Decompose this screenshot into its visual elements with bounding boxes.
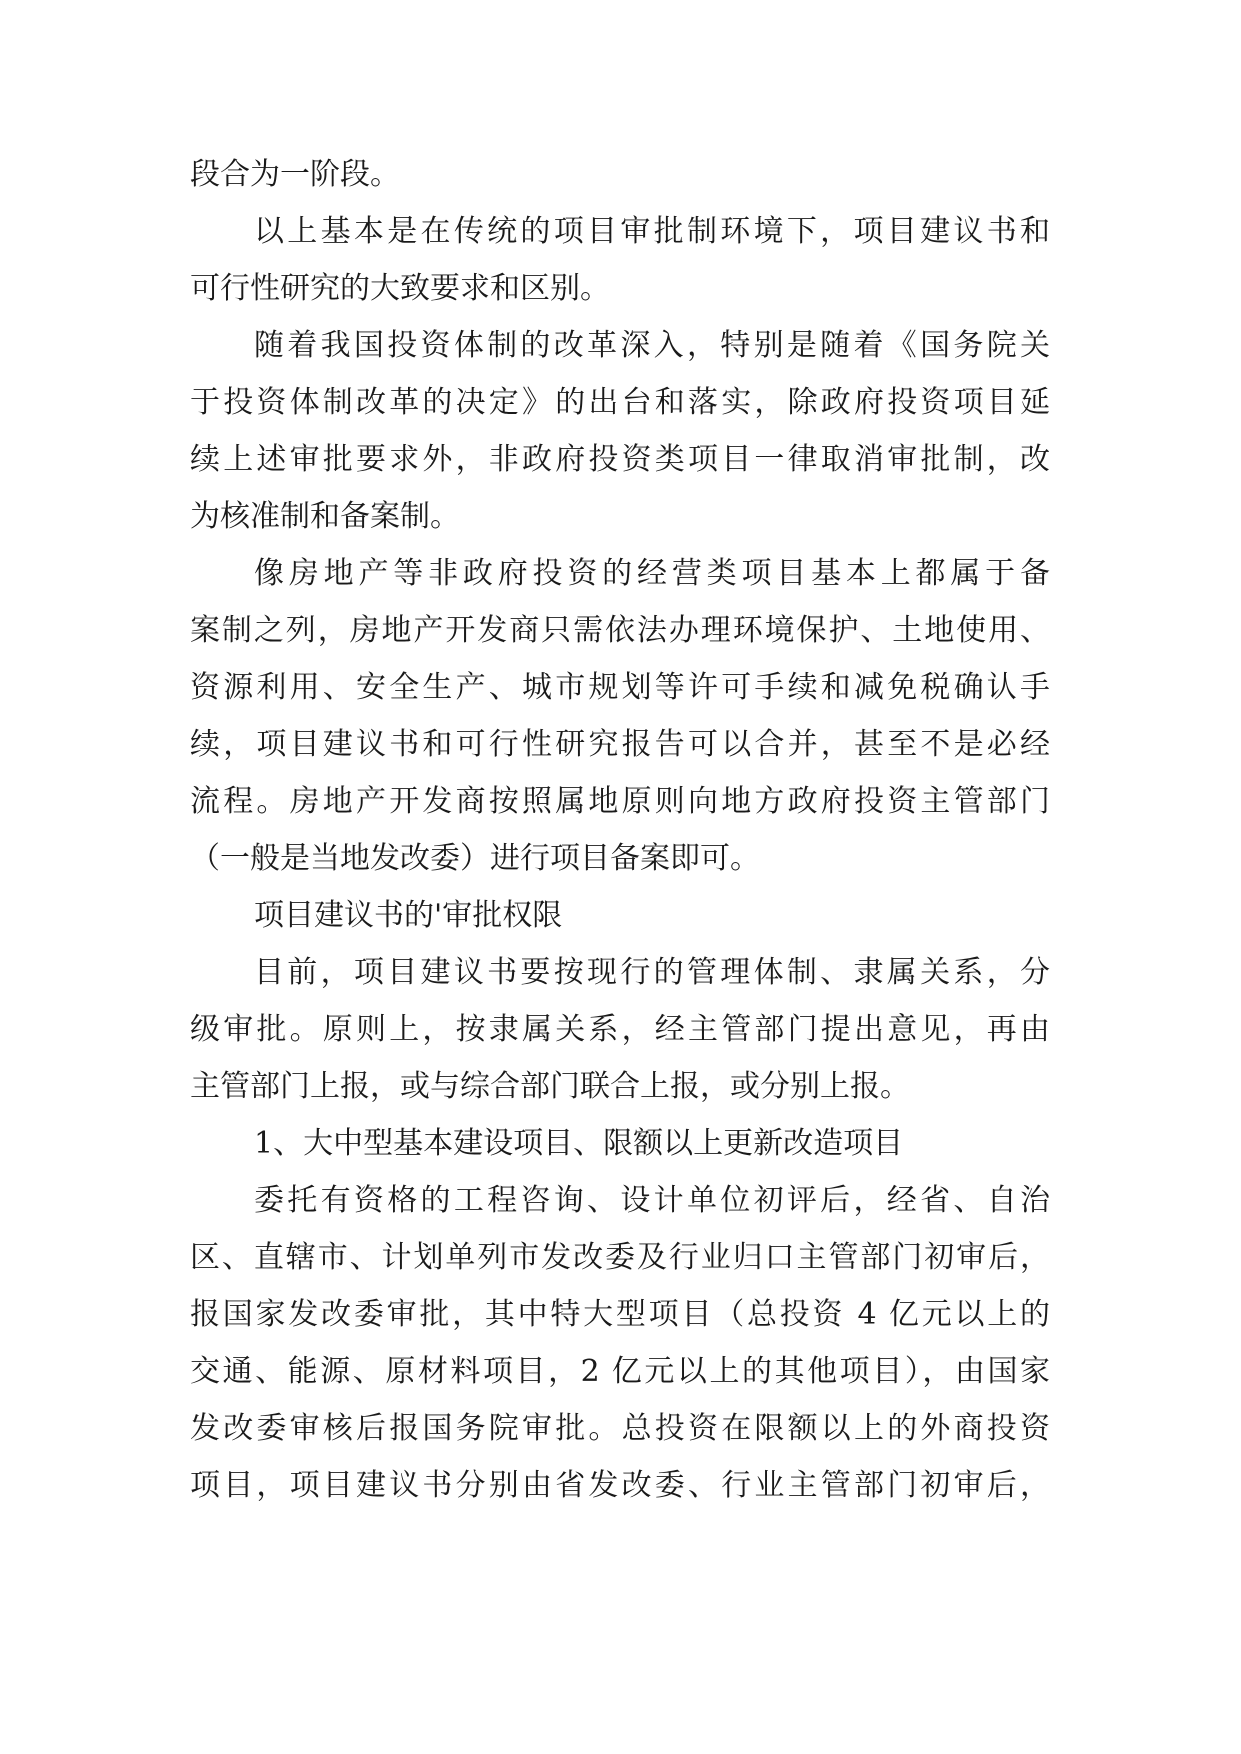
section-heading: 项目建议书的'审批权限 — [254, 898, 563, 933]
text-line: 于投资体制改革的决定》的出台和落实，除政府投资项目延 — [190, 385, 1050, 420]
text-line: 委托有资格的工程咨询、设计单位初评后，经省、自治 — [254, 1183, 1050, 1218]
text-line: 主管部门上报，或与综合部门联合上报，或分别上报。 — [190, 1069, 910, 1104]
text-line: 流程。房地产开发商按照属地原则向地方政府投资主管部门 — [190, 784, 1050, 819]
text-line: 级审批。原则上，按隶属关系，经主管部门提出意见，再由 — [190, 1012, 1050, 1047]
text-line: 以上基本是在传统的项目审批制环境下，项目建议书和 — [254, 214, 1050, 249]
text-line: 项目，项目建议书分别由省发改委、行业主管部门初审后， — [190, 1468, 1050, 1503]
text-line: 发改委审核后报国务院审批。总投资在限额以上的外商投资 — [190, 1411, 1050, 1446]
text-line: 案制之列，房地产开发商只需依法办理环境保护、土地使用、 — [190, 613, 1050, 648]
text-line: 像房地产等非政府投资的经营类项目基本上都属于备 — [254, 556, 1050, 591]
text-line: 段合为一阶段。 — [190, 157, 400, 192]
text-line: 区、直辖市、计划单列市发改委及行业归口主管部门初审后， — [190, 1240, 1050, 1275]
text-line: 可行性研究的大致要求和区别。 — [190, 271, 610, 306]
text-line: 交通、能源、原材料项目，2 亿元以上的其他项目），由国家 — [190, 1354, 1050, 1389]
text-line: 目前，项目建议书要按现行的管理体制、隶属关系，分 — [254, 955, 1050, 990]
text-line: 为核准制和备案制。 — [190, 499, 460, 534]
text-line: 续上述审批要求外，非政府投资类项目一律取消审批制，改 — [190, 442, 1050, 477]
text-line: 报国家发改委审批，其中特大型项目（总投资 4 亿元以上的 — [190, 1297, 1050, 1332]
text-line: 续，项目建议书和可行性研究报告可以合并，甚至不是必经 — [190, 727, 1050, 762]
text-line: 随着我国投资体制的改革深入，特别是随着《国务院关 — [254, 328, 1050, 363]
text-line: 资源利用、安全生产、城市规划等许可手续和减免税确认手 — [190, 670, 1050, 705]
text-line: （一般是当地发改委）进行项目备案即可。 — [190, 841, 760, 876]
list-item-heading: 1、大中型基本建设项目、限额以上更新改造项目 — [254, 1126, 904, 1161]
